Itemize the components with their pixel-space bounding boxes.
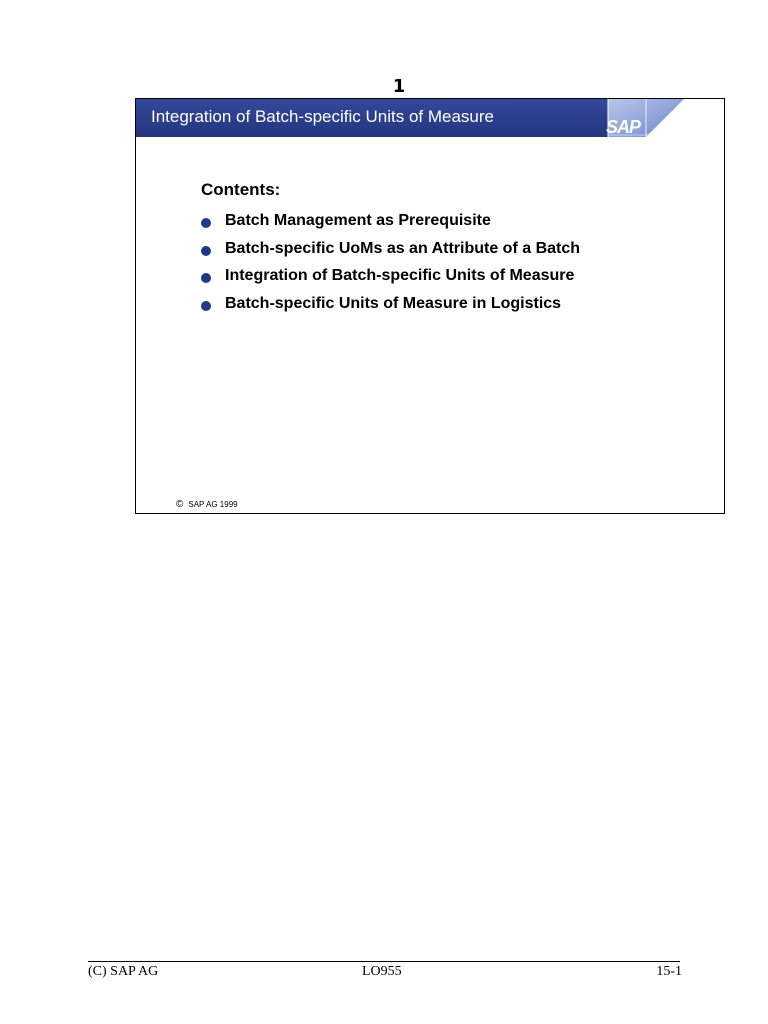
- sap-logo: SAP: [606, 117, 641, 137]
- footer-divider: [88, 961, 680, 962]
- copyright-text: SAP AG 1999: [188, 500, 238, 509]
- slide-frame: [135, 98, 725, 514]
- page-number: 1: [392, 76, 406, 97]
- copyright-icon: ©: [176, 499, 184, 510]
- slide-title: Integration of Batch-specific Units of Measure: [151, 107, 494, 126]
- bullet-icon: [201, 273, 211, 283]
- list-item-label: Batch Management as Prerequisite: [225, 212, 491, 229]
- footer-course-code: LO955: [362, 964, 402, 979]
- list-item-label: Batch-specific UoMs as an Attribute of a Batch: [225, 239, 581, 257]
- title-banner: [136, 99, 724, 137]
- bullet-icon: [201, 246, 211, 256]
- list-item-label: Integration of Batch-specific Units of Measure: [225, 267, 575, 284]
- contents-heading: Contents:: [201, 180, 281, 199]
- bullet-icon: [201, 301, 211, 311]
- footer-page-number: 15-1: [656, 964, 682, 979]
- footer-copyright: (C) SAP AG: [88, 964, 159, 979]
- bullet-icon: [201, 218, 211, 228]
- copyright-notice: [176, 499, 238, 510]
- list-item-label: Batch-specific Units of Measure in Logistics: [225, 294, 562, 312]
